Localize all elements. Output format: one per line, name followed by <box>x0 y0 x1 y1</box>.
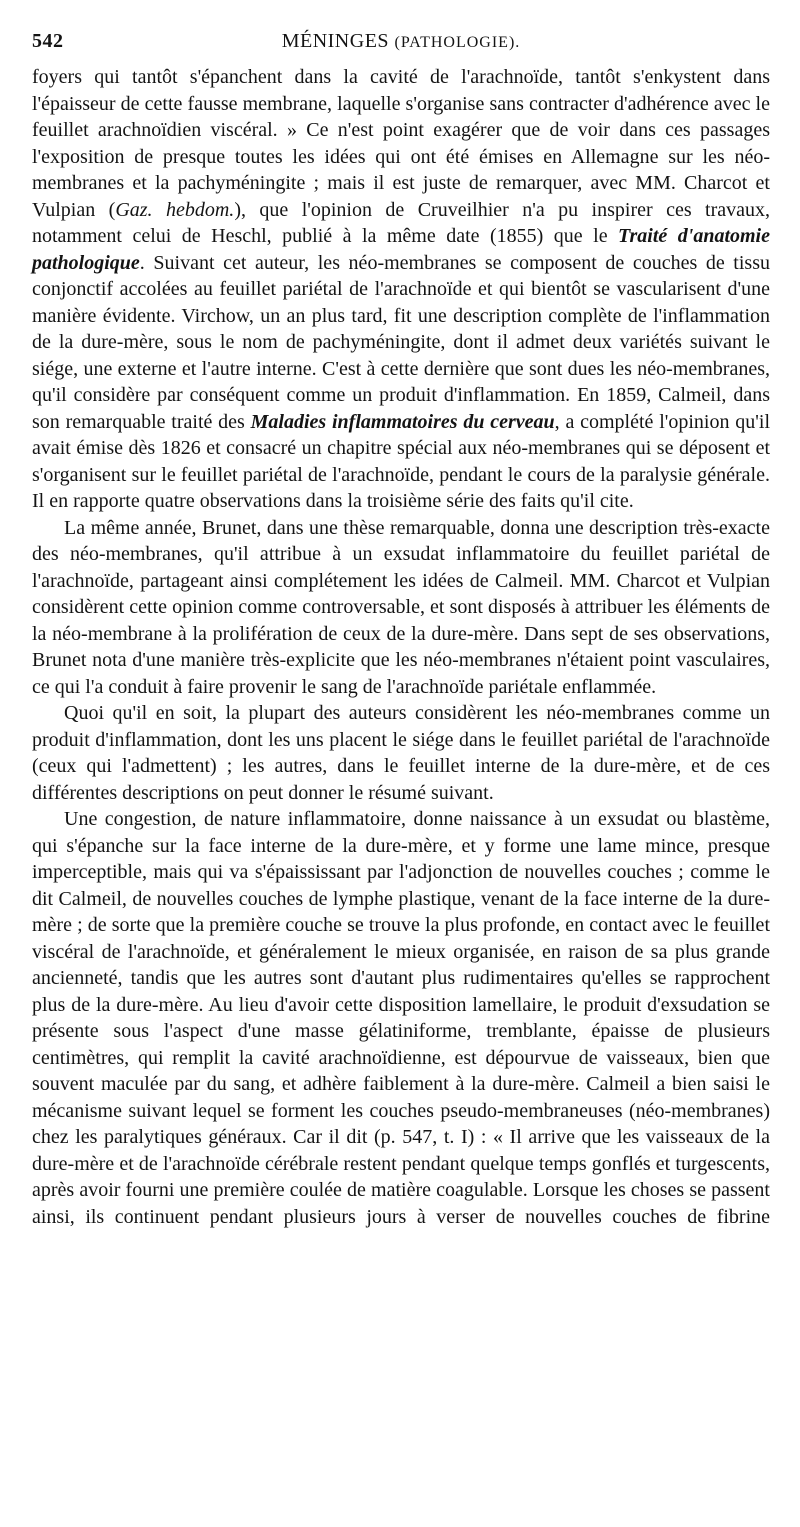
book-page <box>32 30 770 1230</box>
italic-title: Traité d'anatomie pathologique <box>32 225 770 274</box>
text-run: . Suivant cet auteur, les néo-membranes se composent de couches de tissu conjonctif accolées au feuillet pariétal de l'arachnoïde et qui bientôt se vascularisent d'une manière évidente. Virchow, un an plus tard, fit une description complète de l'inflammation de la dure-mère, sous le nom de pachyméningite, dont il admet deux variétés suivant le siége, une externe et l'autre interne. C'est à cette dernière que sont dues les néo-membranes, qu'il considère par conséquent comme un produit d'inflammation. En 1859, Calmeil, dans son remarquable traité des <box>32 251 770 433</box>
running-title-sub: (PATHOLOGIE). <box>394 34 521 51</box>
text-run: , a complété l'opinion qu'il avait émise dès 1826 et consacré un chapitre spécial aux néo-membranes qui se déposent et s'organisent sur le feuillet pariétal de l'arachnoïde, pendant le cours de la paralysie générale. Il en rapporte quatre observations dans la troisième série des faits qu'il cite. <box>32 410 770 512</box>
paragraph <box>32 700 770 806</box>
running-title-main: MÉNINGES <box>281 30 390 52</box>
text-run: ), que l'opinion de Cruveilhier n'a pu inspirer ces travaux, notamment celui de Heschl, publié à la même date (1855) que le <box>32 198 771 247</box>
running-title <box>32 30 770 53</box>
page-number: 542 <box>32 30 64 52</box>
paragraph <box>32 806 770 1230</box>
italic-title: Gaz. hebdom. <box>115 198 235 221</box>
text-run: Une congestion, de nature inflammatoire, donne naissance à un exsudat ou blastème, qui s'épanche sur la face interne de la dure-mère, et y forme une lame mince, presque imperceptible, mais qui va s'épaississant par l'adjonction de nouvelles couches ; comme le dit Calmeil, de nouvelles couches de lymphe plastique, venant de la face interne de la dure-mère ; de sorte que la première couche se trouve la plus profonde, en contact avec le feuillet viscéral de l'arachnoïde, et généralement le mieux organisée, en raison de sa plus grande ancienneté, tandis que les autres sont d'autant plus rudimentaires qu'elles se rapprochent plus de la dure-mère. Au lieu d'avoir cette disposition lamellaire, le produit d'exsudation se présente sous l'aspect d'une masse gélatiniforme, tremblante, épaisse de plusieurs centimètres, qui remplit la cavité arachnoïdienne, est dépourvue de vaisseaux, bien que souvent maculée par du sang, et adhère faiblement à la dure-mère. Calmeil a bien saisi le mécanisme suivant lequel se forment les couches pseudo-membraneuses (néo-membranes) chez les paralytiques généraux. Car il dit (p. 547, t. I) : « Il arrive que les vaisseaux de la dure-mère et de l'arachnoïde cérébrale restent pendant quelque temps gonflés et turgescents, après avoir fourni une première coulée de matière coagulable. Lorsque les choses se passent ainsi, ils continuent pendant plusieurs jours à verser de nouvelles couches de fibrine <box>32 808 770 1228</box>
text-run: La même année, Brunet, dans une thèse remarquable, donna une description très-exacte des néo-membranes, qu'il attribue à un exsudat inflammatoire du feuillet pariétal de l'arachnoïde, partageant ainsi complétement les idées de Calmeil. MM. Charcot et Vulpian considèrent cette opinion comme controversable, et sont disposés à attribuer les éléments de la néo-membrane à la prolifération de ceux de la dure-mère. Dans sept de ses observations, Brunet nota d'une manière très-explicite que les néo-membranes n'étaient point vasculaires, ce qui l'a conduit à faire provenir le sang de l'arachnoïde pariétale enflammée. <box>32 516 770 698</box>
text-run: Quoi qu'il en soit, la plupart des auteurs considèrent les néo-membranes comme un produit d'inflammation, dont les uns placent le siége dans le feuillet pariétal de l'arachnoïde (ceux qui l'admettent) ; les autres, dans le feuillet interne de la dure-mère, et de ces différentes descriptions on peut donner le résumé suivant. <box>32 702 770 804</box>
running-head <box>32 30 770 64</box>
italic-title: Maladies inflammatoires du cerveau <box>250 410 555 433</box>
body-text <box>32 64 770 1230</box>
text-run: foyers qui tantôt s'épanchent dans la cavité de l'arachnoïde, tantôt s'enkystent dans l'épaisseur de cette fausse membrane, laquelle s'organise sans contracter d'adhérence avec le feuillet arachnoïdien viscéral. » Ce n'est point exagérer que de voir dans ces passages l'exposition de presque toutes les idées qui ont été émises en Allemagne sur les néo-membranes et la pachyméningite ; mais il est juste de remarquer, avec MM. Charcot et Vulpian ( <box>32 66 770 221</box>
paragraph <box>32 515 770 701</box>
paragraph <box>32 64 770 515</box>
